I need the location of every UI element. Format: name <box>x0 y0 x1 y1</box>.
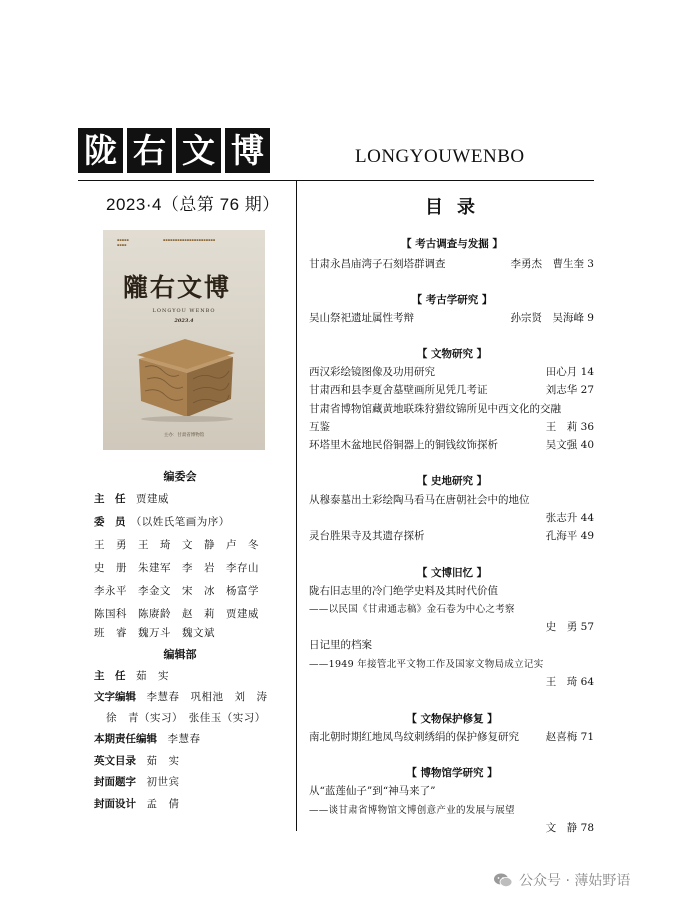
toc-entry-author-page: 王 莉 36 <box>545 421 594 433</box>
credit-names: （以姓氏笔画为序） <box>136 516 230 528</box>
toc-entry-title: 吴山祭祀遗址属性考辩 <box>309 312 414 324</box>
cover-latin: LONGYOU WENBO <box>152 308 216 314</box>
credit-label: 主 任 <box>94 493 126 505</box>
committee-row <box>94 560 259 575</box>
toc-section-heading: 【 文物保护修复 】 <box>406 713 498 725</box>
toc-entry-author-page: 赵喜梅 71 <box>545 731 594 743</box>
credit-label: 封面题字 <box>94 776 136 788</box>
toc-entry-title: 日记里的档案 <box>309 639 372 651</box>
credit-names: 茹 实 <box>136 670 169 682</box>
toc-title: 目录 <box>425 197 489 218</box>
toc-section-heading: 【 考古调查与发掘 】 <box>401 238 503 250</box>
credit-names: 贾建威 <box>136 493 169 505</box>
credit-names: 茹 实 <box>146 755 180 767</box>
toc-entry-title: 西汉彩绘镜图像及功用研究 <box>309 366 435 378</box>
toc-entry-subtitle: ——1949 年接管北平文物工作及国家文物局成立记实 <box>309 659 544 670</box>
watermark-text: 公众号 · 薄姑野语 <box>519 873 631 889</box>
committee-row <box>94 491 169 506</box>
toc-entry-author-page: 田心月 14 <box>545 366 594 378</box>
credit-label: 主 任 <box>94 670 126 682</box>
credit-names: 李永平 李金文 宋 冰 杨富学 <box>94 585 259 597</box>
toc-section-heading: 【 博物馆学研究 】 <box>406 767 498 779</box>
toc-entry-author-page: 李勇杰 曹生奎 3 <box>510 258 594 270</box>
column-divider <box>296 181 297 831</box>
toc-entry-subtitle: ——以民国《甘肃通志稿》金石卷为中心之考察 <box>309 604 515 615</box>
masthead-char: 右 <box>127 128 172 173</box>
credit-label: 文字编辑 <box>94 691 136 703</box>
watermark <box>493 870 630 890</box>
credit-names: 李慧春 巩相池 刘 涛 <box>146 691 268 703</box>
issue-number: 2023·4（总第 76 期） <box>106 195 280 214</box>
cover-issue: 2023.4 <box>174 318 194 324</box>
credit-label: 委 员 <box>94 516 126 528</box>
toc-entry-author-page: 张志升 44 <box>545 512 594 524</box>
toc-entry-title: 互鉴 <box>309 421 330 433</box>
masthead-char: 博 <box>225 128 270 173</box>
toc-section-heading: 【 考古学研究 】 <box>411 294 493 306</box>
toc-entry-title: 从穆泰墓出土彩绘陶马看马在唐朝社会中的地位 <box>309 494 530 506</box>
masthead-char: 陇 <box>78 128 123 173</box>
credit-names: 陈国科 陈赓龄 赵 莉 贾建威 <box>94 608 259 620</box>
committee-row <box>94 583 259 598</box>
credit-names: 班 睿 魏万斗 魏文斌 <box>94 627 215 639</box>
toc-entry-author-page: 孔海平 49 <box>545 530 594 542</box>
toc-entry-title: 甘肃西和县李夏舍墓壁画所见凭几考证 <box>309 384 488 396</box>
credit-label: 封面设计 <box>94 798 136 810</box>
toc-section-heading: 【 文博旧忆 】 <box>416 567 488 579</box>
masthead-latin: LONGYOUWENBO <box>355 146 525 167</box>
toc-entry-title: 陇右旧志里的冷门绝学史料及其时代价值 <box>309 585 498 597</box>
toc-entry-author-page: 王 琦 64 <box>545 676 594 688</box>
toc-section-heading: 【 史地研究 】 <box>416 475 488 487</box>
toc-section-heading: 【 文物研究 】 <box>416 348 488 360</box>
credit-names: 初世宾 <box>146 776 180 788</box>
toc-entry-title: 甘肃永昌庙湾子石刻塔群调查 <box>309 258 446 270</box>
wechat-icon <box>493 872 513 888</box>
office-row <box>94 796 180 811</box>
committee-row <box>94 537 259 552</box>
stone-coffin-image <box>133 335 238 423</box>
toc-entry-author-page: 吴文强 40 <box>545 439 594 451</box>
committee-row <box>94 625 215 640</box>
office-row <box>106 710 266 725</box>
credit-names: 徐 青（实习） 张佳玉（实习） <box>106 712 266 724</box>
office-row <box>94 753 180 768</box>
credit-label: 本期责任编辑 <box>94 733 157 745</box>
toc-entry-title: 环塔里木盆地民俗铜器上的铜钱纹饰探析 <box>309 439 498 451</box>
credit-names: 孟 倩 <box>146 798 180 810</box>
toc-entry-author-page: 史 勇 57 <box>545 621 594 633</box>
office-heading: 编辑部 <box>163 648 197 661</box>
cover-image: ▪▪▪▪▪ ▪▪▪▪ ▪▪▪▪▪▪▪▪▪▪▪▪▪▪▪▪▪▪▪▪▪▪ 隴右文博 LONGYOU WENBO 2023.4 主办：甘肃省博物馆 <box>103 230 265 450</box>
committee-row <box>94 606 259 621</box>
credit-label: 英文目录 <box>94 755 136 767</box>
office-row <box>94 689 268 704</box>
masthead-char: 文 <box>176 128 221 173</box>
toc-entry-title: 南北朝时期红地凤鸟纹刺绣绢的保护修复研究 <box>309 731 519 743</box>
credit-names: 王 勇 王 琦 文 静 卢 冬 <box>94 539 259 551</box>
cover-title: 隴右文博 <box>123 273 232 302</box>
office-row <box>94 731 201 746</box>
toc-entry-title: 从“蓝莲仙子”到“神马来了” <box>309 785 436 797</box>
committee-heading: 编委会 <box>163 470 197 483</box>
masthead-title <box>78 128 270 173</box>
toc-entry-author-page: 文 静 78 <box>545 822 594 834</box>
toc-entry-title: 甘肃省博物馆藏黄地联珠狩猎纹锦所见中西文化的交融 <box>309 403 561 415</box>
toc-entry-subtitle: ——谈甘肃省博物馆文博创意产业的发展与展望 <box>309 805 515 816</box>
cover-publisher: 主办：甘肃省博物馆 <box>163 433 205 438</box>
toc-entry-author-page: 孙宗贤 吴海峰 9 <box>510 312 594 324</box>
credit-names: 李慧春 <box>167 733 201 745</box>
toc-entry-title: 灵台胜果寺及其遗存探析 <box>309 530 425 542</box>
masthead-divider <box>78 180 594 181</box>
office-row <box>94 774 180 789</box>
credit-names: 史 册 朱建军 李 岩 李存山 <box>94 562 259 574</box>
toc-entry-author-page: 刘志华 27 <box>545 384 594 396</box>
committee-row <box>94 514 230 529</box>
office-row <box>94 668 169 683</box>
